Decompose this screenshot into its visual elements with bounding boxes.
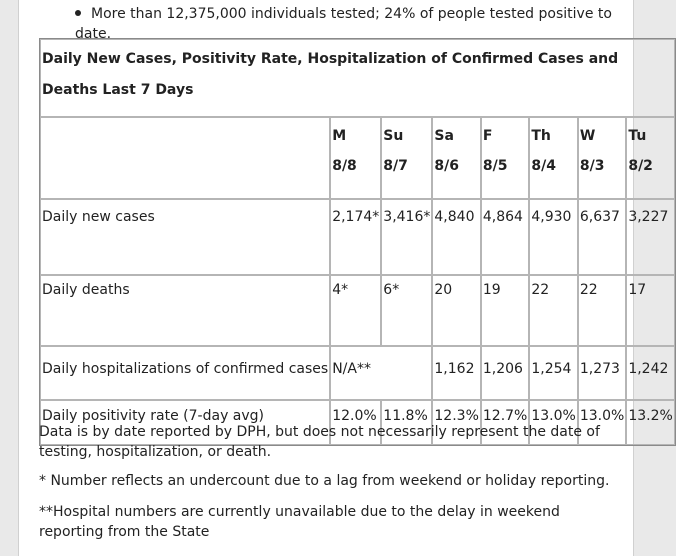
table-cell: 4,864	[481, 199, 529, 275]
row-label: Daily positivity rate (7-day avg)	[40, 400, 330, 445]
table-cell: 6*	[381, 275, 432, 346]
table-cell: 11.8%	[381, 400, 432, 445]
header-day-cell: F 8/5	[481, 117, 529, 199]
article-page	[18, 0, 673, 556]
table-cell: 2,174*	[330, 199, 381, 275]
table-cell: 4,840	[432, 199, 480, 275]
table-cell: 4*	[330, 275, 381, 346]
table-cell-merged: N/A**	[330, 346, 432, 400]
hospital-note: **Hospital numbers are currently unavailable due to the delay in weekend reporting from the State	[39, 504, 560, 540]
table-cell: 1,162	[432, 346, 480, 400]
table-cell: 12.7%	[481, 400, 529, 445]
header-day-cell: Sa 8/6	[432, 117, 480, 199]
table-cell: 13.0%	[529, 400, 577, 445]
table-cell: 20	[432, 275, 480, 346]
table-row-new-cases	[40, 199, 675, 275]
table-cell: 3,227	[626, 199, 674, 275]
daily-stats-table	[39, 38, 676, 446]
data-source-note: Data is by date reported by DPH, but does not necessarily represent the date of testing, hospitalization, or death.	[39, 424, 600, 460]
bullet-dot-icon	[75, 10, 81, 16]
table-cell: 3,416*	[381, 199, 432, 275]
table-cell: 1,273	[578, 346, 626, 400]
row-label: Daily hospitalizations of confirmed cases	[40, 346, 330, 400]
table-cell: 22	[529, 275, 577, 346]
table-cell: 6,637	[578, 199, 626, 275]
table-row-deaths	[40, 275, 675, 346]
table-cell: 12.3%	[432, 400, 480, 445]
table-cell: 1,254	[529, 346, 577, 400]
table-cell: 12.0%	[330, 400, 381, 445]
table-cell: 19	[481, 275, 529, 346]
table-header-row	[40, 117, 675, 199]
table-title: Daily New Cases, Positivity Rate, Hospitalization of Confirmed Cases and Deaths Last 7 Days	[40, 39, 675, 117]
header-day-cell: W 8/3	[578, 117, 626, 199]
table-cell: 1,206	[481, 346, 529, 400]
header-empty-cell	[40, 117, 330, 199]
table-cell: 13.0%	[578, 400, 626, 445]
row-label: Daily new cases	[40, 199, 330, 275]
table-row-hospitalizations	[40, 346, 675, 400]
bullet-text: More than 12,375,000 individuals tested; 24% of people tested positive to date.	[75, 6, 612, 42]
table-cell: 4,930	[529, 199, 577, 275]
table-cell: 1,242	[626, 346, 674, 400]
header-day-cell: Th 8/4	[529, 117, 577, 199]
header-day-cell: Su 8/7	[381, 117, 432, 199]
table-cell: 17	[626, 275, 674, 346]
row-label: Daily deaths	[40, 275, 330, 346]
table-cell: 22	[578, 275, 626, 346]
undercount-note: * Number reflects an undercount due to a lag from weekend or holiday reporting.	[39, 473, 610, 489]
table-cell: 13.2%	[626, 400, 674, 445]
table-title-row	[40, 39, 675, 117]
header-day-cell: Tu 8/2	[626, 117, 674, 199]
header-day-cell: M 8/8	[330, 117, 381, 199]
